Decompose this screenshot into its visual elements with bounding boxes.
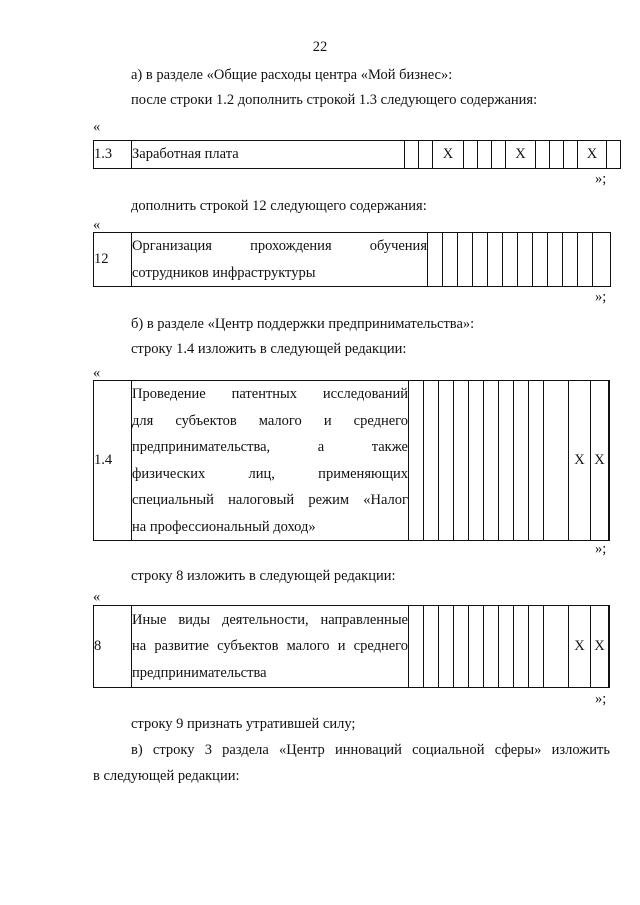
table-cell — [529, 606, 544, 688]
description-line: предпринимательства — [132, 664, 267, 681]
table-cell — [443, 233, 458, 287]
table-cell — [544, 381, 569, 541]
close-quote-4: »; — [595, 691, 607, 707]
row-1-3-table — [93, 140, 621, 169]
description-line: предпринимательства, а также — [132, 439, 408, 455]
table-cell — [529, 381, 544, 541]
table-cell — [439, 606, 454, 688]
table-cell — [514, 606, 529, 688]
close-quote-3: »; — [595, 541, 607, 557]
row-description — [132, 606, 409, 688]
description-line: сотрудников инфраструктуры — [132, 264, 316, 281]
table-cell — [544, 606, 569, 688]
paragraph-row-12: дополнить строкой 12 следующего содержания: — [131, 198, 427, 214]
row-1-4-table — [93, 380, 610, 541]
table-cell — [424, 606, 439, 688]
paragraph-b-line1: б) в разделе «Центр поддержки предпринимательства»: — [131, 316, 475, 332]
table-cell — [609, 606, 610, 688]
paragraph-a-line1: а) в разделе «Общие расходы центра «Мой бизнес»: — [131, 67, 453, 83]
paragraph-v-line1: в) строку 3 раздела «Центр инноваций социальной сферы» изложить — [131, 742, 610, 758]
table-cell — [484, 381, 499, 541]
table-cell: X — [506, 141, 536, 169]
table-cell — [409, 606, 424, 688]
description-line: Организация прохождения обучения — [132, 238, 427, 254]
table-cell — [405, 141, 419, 169]
table-cell — [409, 381, 424, 541]
description-line: Проведение патентных исследований — [132, 386, 408, 402]
table-cell: X — [569, 381, 591, 541]
table-cell — [454, 381, 469, 541]
table-cell — [469, 381, 484, 541]
row-number: 8 — [94, 606, 132, 688]
description-line: Заработная плата — [132, 146, 239, 162]
table-cell — [564, 141, 578, 169]
row-description — [132, 381, 409, 541]
table-cell — [458, 233, 473, 287]
paragraph-a-line2: после строки 1.2 дополнить строкой 1.3 следующего содержания: — [131, 92, 538, 108]
description-line: специальный налоговый режим «Налог — [132, 492, 408, 508]
description-line: на развитие субъектов малого и среднего — [132, 638, 408, 655]
page-number: 22 — [312, 39, 328, 55]
table-cell — [607, 141, 621, 169]
close-quote-1: »; — [595, 171, 607, 187]
table-cell — [478, 141, 492, 169]
table-cell: X — [433, 141, 464, 169]
table-cell — [548, 233, 563, 287]
paragraph-row-9: строку 9 признать утратившей силу; — [131, 716, 356, 732]
table-cell — [484, 606, 499, 688]
description-line: физических лиц, применяющих — [132, 465, 408, 482]
table-cell — [518, 233, 533, 287]
row-description — [132, 141, 405, 169]
row-number: 12 — [94, 233, 132, 287]
row-number: 1.4 — [94, 381, 132, 541]
table-cell — [464, 141, 478, 169]
row-8-table — [93, 605, 610, 688]
description-line: для субъектов малого и среднего — [132, 412, 408, 429]
table-cell — [563, 233, 578, 287]
table-cell — [609, 381, 610, 541]
table-cell — [439, 381, 454, 541]
table-cell: X — [569, 606, 591, 688]
table-cell — [492, 141, 506, 169]
table-cell — [473, 233, 488, 287]
table-cell — [488, 233, 503, 287]
close-quote-2: »; — [595, 289, 607, 305]
open-quote-4: « — [93, 589, 101, 605]
table-cell — [499, 606, 514, 688]
table-cell — [428, 233, 443, 287]
table-cell — [536, 141, 550, 169]
description-line: на профессиональный доход» — [132, 518, 316, 535]
table-cell — [424, 381, 439, 541]
paragraph-row-8: строку 8 изложить в следующей редакции: — [131, 568, 396, 584]
table-cell: X — [591, 606, 609, 688]
paragraph-v-line2: в следующей редакции: — [93, 768, 240, 784]
open-quote-3: « — [93, 365, 101, 381]
table-cell — [499, 381, 514, 541]
table-cell — [514, 381, 529, 541]
open-quote-1: « — [93, 119, 101, 135]
table-cell — [578, 233, 593, 287]
table-cell — [454, 606, 469, 688]
table-cell — [550, 141, 564, 169]
table-cell — [533, 233, 548, 287]
paragraph-b-line2: строку 1.4 изложить в следующей редакции: — [131, 341, 407, 357]
row-12-table — [93, 232, 611, 287]
table-cell — [593, 233, 611, 287]
description-line: Иные виды деятельности, направленные — [132, 611, 408, 628]
table-cell: X — [591, 381, 609, 541]
table-cell — [419, 141, 433, 169]
table-cell — [469, 606, 484, 688]
row-number: 1.3 — [94, 141, 132, 169]
table-cell: X — [578, 141, 607, 169]
table-cell — [503, 233, 518, 287]
row-description — [132, 233, 428, 287]
open-quote-2: « — [93, 217, 101, 233]
